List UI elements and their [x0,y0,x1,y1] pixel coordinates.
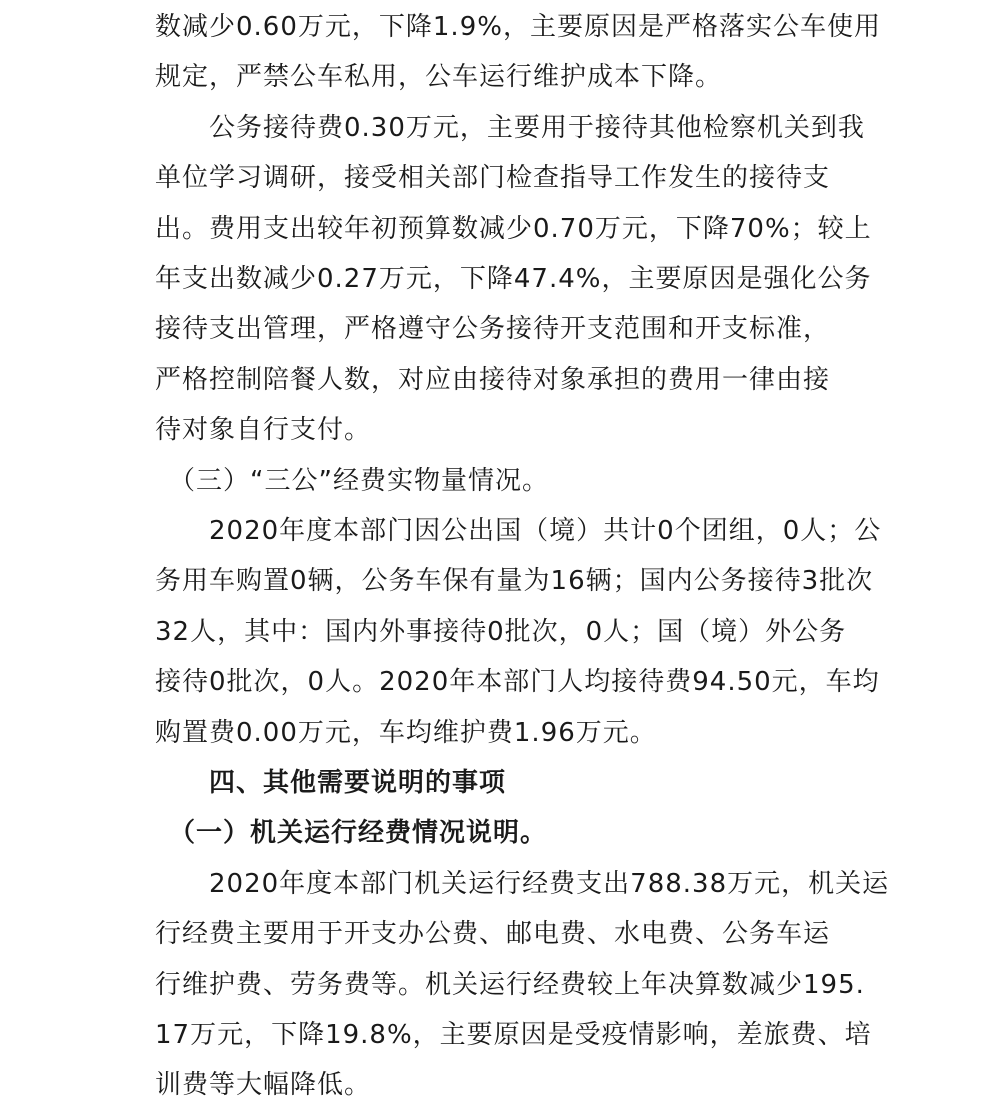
text-line: 行经费主要用于开支办公费、邮电费、水电费、公务车运 [155,919,831,950]
text-line: 数减少0.60万元，下降1.9%，主要原因是严格落实公车使用 [155,12,881,42]
text-line: 购置费0.00万元，车均维护费1.96万元。 [155,717,657,748]
text-line: 17万元，下降19.8%，主要原因是受疫情影响，差旅费、培 [155,1020,872,1050]
text-line: 规定，严禁公车私用，公车运行维护成本下降。 [155,62,723,93]
text-line: 2020年度本部门因公出国（境）共计0个团组，0人；公 [155,516,882,546]
text-line: 务用车购置0辆，公务车保有量为16辆；国内公务接待3批次 [155,566,874,597]
text-line: 年支出数减少0.27万元，下降47.4%，主要原因是强化公务 [155,264,872,294]
subheading: （一）机关运行经费情况说明。 [155,818,548,849]
text-line: 接待支出管理，严格遵守公务接待开支范围和开支标准， [155,314,831,345]
text-line: 公务接待费0.30万元，主要用于接待其他检察机关到我 [155,112,865,143]
text-line: 32人，其中：国内外事接待0批次，0人；国（境）外公务 [155,616,847,647]
text-line: 单位学习调研，接受相关部门检查指导工作发生的接待支 [155,163,831,194]
text-line: 行维护费、劳务费等。机关运行经费较上年决算数减少195. [155,969,865,1000]
section-heading: 四、其他需要说明的事项 [155,768,507,798]
text-line: 训费等大幅降低。 [155,1070,372,1101]
text-line: 严格控制陪餐人数，对应由接待对象承担的费用一律由接 [155,364,831,395]
text-line: 待对象自行支付。 [155,415,372,446]
text-line: 2020年度本部门机关运行经费支出788.38万元，机关运 [155,868,890,899]
text-line: 接待0批次，0人。2020年本部门人均接待费94.50元，车均 [155,667,880,698]
text-line: 出。费用支出较年初预算数减少0.70万元，下降70%；较上 [155,213,872,244]
subheading: （三）“三公”经费实物量情况。 [155,465,549,496]
